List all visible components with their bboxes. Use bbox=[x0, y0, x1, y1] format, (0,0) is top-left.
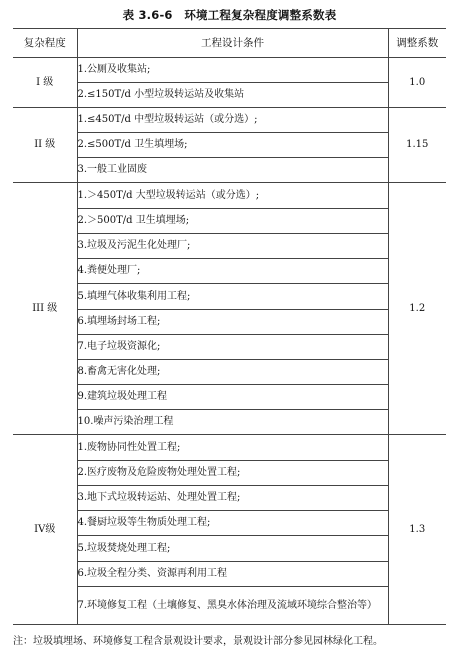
condition-cell: 4.粪便处理厂; bbox=[77, 259, 388, 284]
table-body bbox=[13, 58, 446, 625]
table-row bbox=[13, 158, 446, 183]
condition-cell: 6.垃圾全程分类、资源再利用工程 bbox=[77, 562, 388, 587]
table-row bbox=[13, 83, 446, 108]
complexity-level-cell: III 级 bbox=[13, 183, 77, 435]
table-row bbox=[13, 385, 446, 410]
table-note: 注：垃圾填埋场、环境修复工程含景观设计要求，景观设计部分参见园林绿化工程。 bbox=[13, 636, 383, 647]
table-row bbox=[13, 335, 446, 360]
table-row bbox=[13, 587, 446, 625]
condition-cell: 3.一般工业固废 bbox=[77, 158, 388, 183]
table-header-row bbox=[13, 29, 446, 58]
condition-cell: 10.噪声污染治理工程 bbox=[77, 410, 388, 435]
condition-cell: 2.≤500T/d 卫生填埋场; bbox=[77, 133, 388, 158]
table-row bbox=[13, 511, 446, 536]
condition-cell: 2.＞500T/d 卫生填埋场; bbox=[77, 209, 388, 234]
coefficient-cell: 1.0 bbox=[388, 58, 446, 108]
condition-cell: 3.地下式垃圾转运站、处理处置工程; bbox=[77, 486, 388, 511]
table-row bbox=[13, 284, 446, 310]
condition-cell: 5.垃圾焚烧处理工程; bbox=[77, 536, 388, 562]
table-row bbox=[13, 461, 446, 486]
table-row bbox=[13, 410, 446, 435]
complexity-level-cell: IV级 bbox=[13, 435, 77, 625]
condition-cell: 6.填埋场封场工程; bbox=[77, 310, 388, 335]
complexity-level-cell: II 级 bbox=[13, 108, 77, 183]
table-row bbox=[13, 58, 446, 83]
table-row bbox=[13, 108, 446, 133]
table-row bbox=[13, 209, 446, 234]
table-caption: 表 3.6-6 环境工程复杂程度调整系数表 bbox=[122, 8, 337, 22]
condition-cell: 7.电子垃圾资源化; bbox=[77, 335, 388, 360]
coefficient-cell: 1.2 bbox=[388, 183, 446, 435]
table-row bbox=[13, 536, 446, 562]
condition-cell: 7.环境修复工程（土壤修复、黑臭水体治理及流域环境综合整治等） bbox=[77, 587, 388, 625]
condition-cell: 2.≤150T/d 小型垃圾转运站及收集站 bbox=[77, 83, 388, 108]
condition-cell: 5.填埋气体收集利用工程; bbox=[77, 284, 388, 310]
header-level: 复杂程度 bbox=[13, 29, 77, 58]
header-coefficient: 调整系数 bbox=[388, 29, 446, 58]
condition-cell: 9.建筑垃圾处理工程 bbox=[77, 385, 388, 410]
coefficient-cell: 1.15 bbox=[388, 108, 446, 183]
table-row bbox=[13, 562, 446, 587]
condition-cell: 8.畜禽无害化处理; bbox=[77, 360, 388, 385]
table-row bbox=[13, 310, 446, 335]
condition-cell: 3.垃圾及污泥生化处理厂; bbox=[77, 234, 388, 259]
table-row bbox=[13, 486, 446, 511]
table-row bbox=[13, 435, 446, 461]
header-conditions: 工程设计条件 bbox=[77, 29, 388, 58]
condition-cell: 1.公厕及收集站; bbox=[77, 58, 388, 83]
adjustment-coefficient-table bbox=[13, 28, 446, 625]
condition-cell: 4.餐厨垃圾等生物质处理工程; bbox=[77, 511, 388, 536]
coefficient-cell: 1.3 bbox=[388, 435, 446, 625]
table-row bbox=[13, 133, 446, 158]
condition-cell: 2.医疗废物及危险废物处理处置工程; bbox=[77, 461, 388, 486]
table-row bbox=[13, 259, 446, 284]
table-row bbox=[13, 183, 446, 209]
table-row bbox=[13, 234, 446, 259]
condition-cell: 1.废物协同性处置工程; bbox=[77, 435, 388, 461]
table-row bbox=[13, 360, 446, 385]
condition-cell: 1.≤450T/d 中型垃圾转运站（或分选）; bbox=[77, 108, 388, 133]
complexity-level-cell: I 级 bbox=[13, 58, 77, 108]
condition-cell: 1.＞450T/d 大型垃圾转运站（或分选）; bbox=[77, 183, 388, 209]
